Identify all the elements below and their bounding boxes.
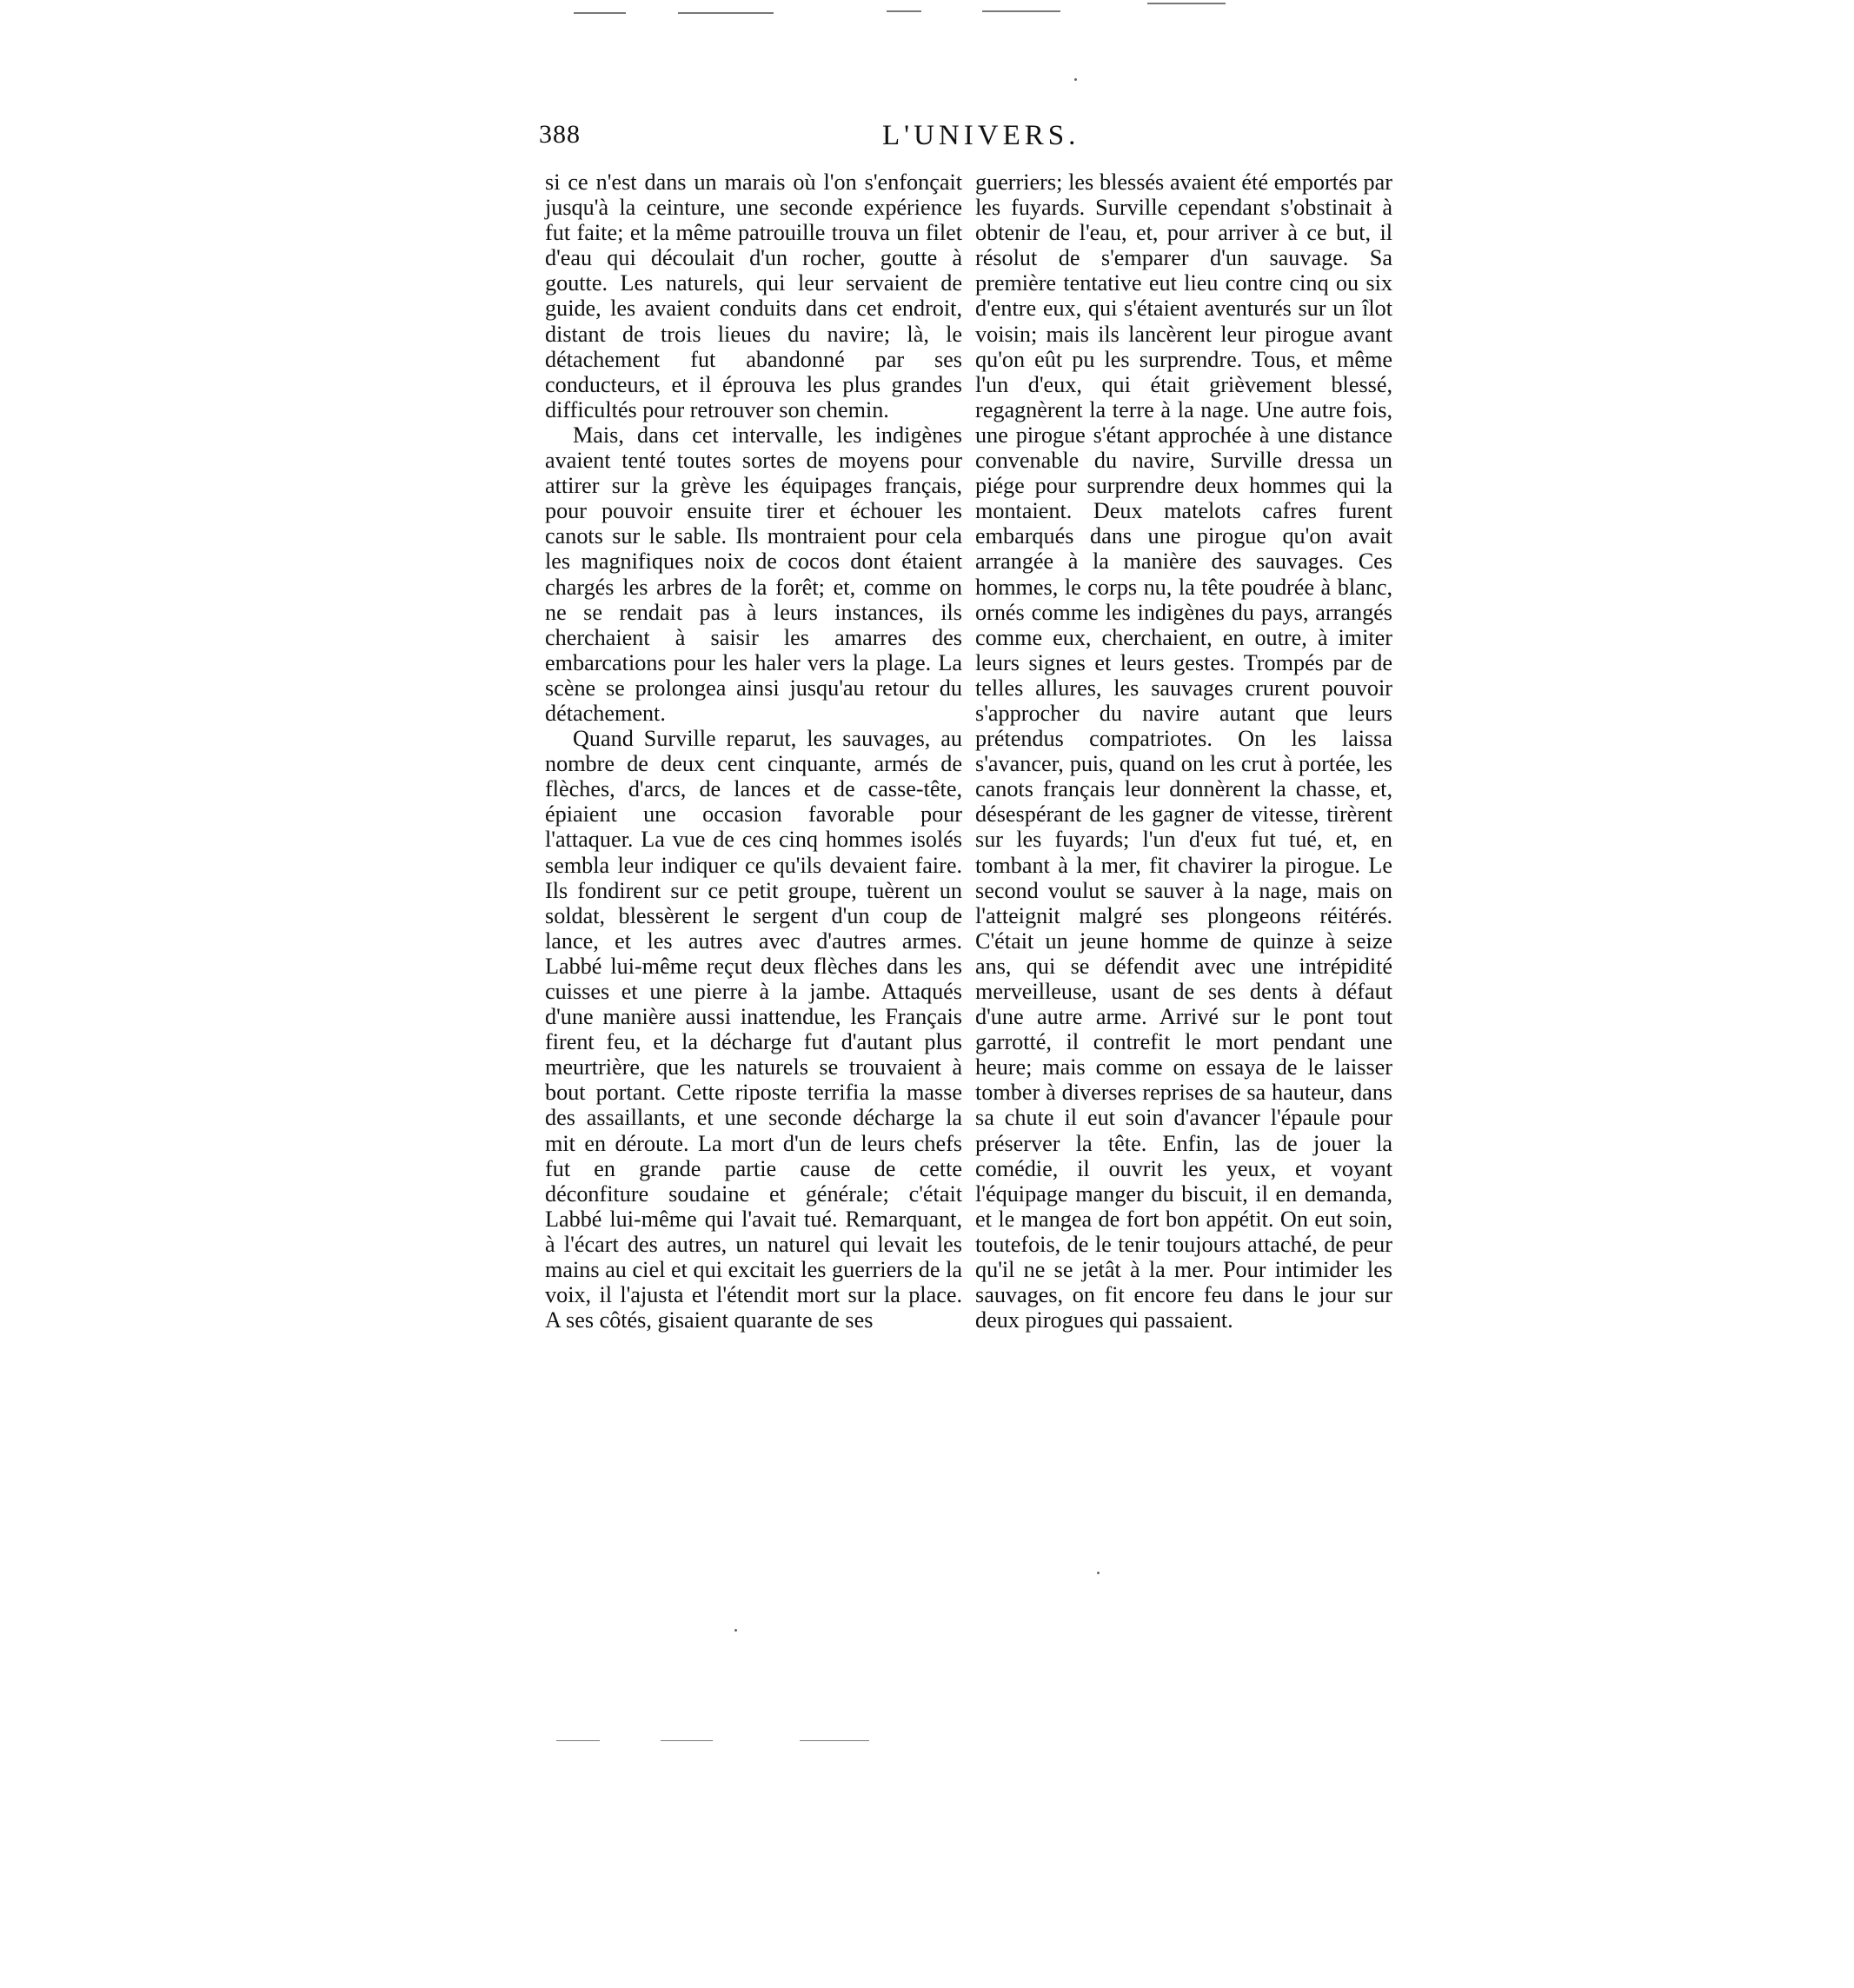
paragraph: Mais, dans cet intervalle, les indigènes avaient tenté toutes sortes de moyens pour attirer sur la grève les équipages français, pour pouvoir ensuite tirer et échouer les canots sur le sable. Ils montraient pour cela les magnifiques noix de cocos dont étaient chargés les arbres de la forêt; et, comme on ne se rendait pas à leurs instances, ils cherchaient à saisir les amarres des embarcations pour les haler vers la plage. La scène se prolongea ainsi jusqu'au retour du détachement.: [545, 422, 962, 726]
right-column: [975, 170, 1392, 1333]
running-title: L'UNIVERS.: [882, 120, 1080, 151]
scan-artifact: [678, 12, 774, 14]
paragraph: guerriers; les blessés avaient été emportés par les fuyards. Surville cependant s'obstinait à obtenir de l'eau, et, pour arriver à ce but, il résolut de s'emparer d'un sauvage. Sa première tentative eut lieu contre cinq ou six d'entre eux, qui s'étaient aventurés sur un îlot voisin; mais ils lancèrent leur pirogue avant qu'on eût pu les surprendre. Tous, et même l'un d'eux, qui était grièvement blessé, regagnèrent la terre à la nage. Une autre fois, une pirogue s'étant approchée à une distance convenable du navire, Surville dressa un piége pour surprendre deux hommes qui la montaient. Deux matelots cafres furent embarqués dans une pirogue qu'on avait arrangée à la manière des sauvages. Ces hommes, le corps nu, la tête poudrée à blanc, ornés comme les indigènes du pays, arrangés comme eux, cherchaient, en outre, à imiter leurs signes et leurs gestes. Trompés par de telles allures, les sauvages crurent pouvoir s'approcher du navire autant que leurs prétendus compatriotes. On les laissa s'avancer, puis, quand on les crut à portée, les canots français leur donnèrent la chasse, et, désespérant de les gagner de vitesse, tirèrent sur les fuyards; l'un d'eux fut tué, et, en tombant à la mer, fit chavirer la pirogue. Le second voulut se sauver à la nage, mais on l'atteignit malgré ses plongeons réitérés. C'était un jeune homme de quinze à seize ans, qui se défendit avec une intrépidité merveilleuse, usant de ses dents à défaut d'une autre arme. Arrivé sur le pont tout garrotté, il contrefit le mort pendant une heure; mais comme on essaya de le laisser tomber à diverses reprises de sa hauteur, dans sa chute il eut soin d'avancer l'épaule pour préserver la tête. Enfin, las de jouer la comédie, il ouvrit les yeux, et voyant l'équipage manger du biscuit, il en demanda, et le mangea de fort bon appétit. On eut soin, toutefois, de le tenir toujours attaché, de peur qu'il ne se jetât à la mer. Pour intimider les sauvages, on fit encore feu dans le jour sur deux pirogues qui passaient.: [975, 170, 1392, 1333]
page-header: [539, 120, 1391, 155]
scan-artifact: [800, 1740, 869, 1741]
scan-artifact: [734, 1629, 737, 1632]
scan-artifact: [661, 1740, 713, 1741]
paragraph: Quand Surville reparut, les sauvages, au nombre de deux cent cinquante, armés de flèches, d'arcs, de lances et de casse-tête, épiaient une occasion favorable pour l'attaquer. La vue de ces cinq hommes isolés sembla leur indiquer ce qu'ils devaient faire. Ils fondirent sur ce petit groupe, tuèrent un soldat, blessèrent le sergent d'un coup de lance, et les autres avec d'autres armes. Labbé lui-même reçut deux flèches dans les cuisses et une pierre à la jambe. Attaqués d'une manière aussi inattendue, les Français firent feu, et la décharge fut d'autant plus meurtrière, que les naturels se trouvaient à bout portant. Cette riposte terrifia la masse des assaillants, et une seconde décharge la mit en déroute. La mort d'un de leurs chefs fut en grande partie cause de cette déconfiture soudaine et générale; c'était Labbé lui-même qui l'avait tué. Remarquant, à l'écart des autres, un naturel qui levait les mains au ciel et qui excitait les guerriers de la voix, il l'ajusta et l'étendit mort sur la place. A ses côtés, gisaient quarante de ses: [545, 726, 962, 1333]
scan-artifact: [1147, 3, 1226, 4]
paragraph: si ce n'est dans un marais où l'on s'enfonçait jusqu'à la ceinture, une seconde expérience fut faite; et la même patrouille trouva un filet d'eau qui découlait d'un rocher, goutte à goutte. Les naturels, qui leur servaient de guide, les avaient conduits dans cet endroit, distant de trois lieues du navire; là, le détachement fut abandonné par ses conducteurs, et il éprouva les plus grandes difficultés pour retrouver son chemin.: [545, 170, 962, 422]
scan-artifact: [1097, 1572, 1100, 1574]
scan-artifact: [982, 10, 1060, 12]
left-column: [545, 170, 962, 1333]
page-number: 388: [539, 120, 581, 149]
scan-artifact: [1074, 78, 1077, 81]
scan-artifact: [556, 1740, 600, 1741]
scan-artifact: [887, 10, 921, 12]
scan-artifact: [574, 12, 626, 14]
